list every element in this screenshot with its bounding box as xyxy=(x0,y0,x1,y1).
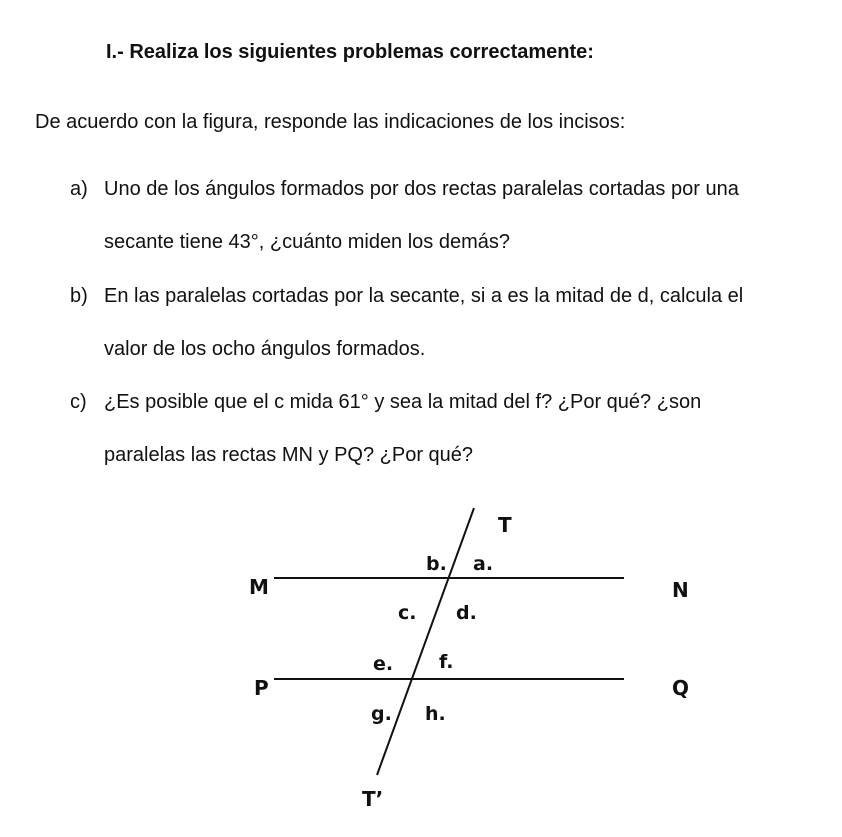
angle-label-b: b. xyxy=(426,553,447,575)
angle-label-h: h. xyxy=(425,703,446,725)
item-c-line-1: ¿Es posible que el c mida 61° y sea la mitad del f? ¿Por qué? ¿son xyxy=(104,391,702,413)
item-a-marker: a) xyxy=(70,178,88,200)
heading: I.- Realiza los siguientes problemas correctamente: xyxy=(106,41,594,63)
intro-text: De acuerdo con la figura, responde las indicaciones de los incisos: xyxy=(35,111,626,133)
transversal-line xyxy=(377,508,474,775)
item-b-line-1: En las paralelas cortadas por la secante, si a es la mitad de d, calcula el xyxy=(104,285,744,307)
item-c-marker: c) xyxy=(70,391,87,413)
item-b-line-2: valor de los ocho ángulos formados. xyxy=(104,338,426,360)
item-a-line-2: secante tiene 43°, ¿cuánto miden los demás? xyxy=(104,231,511,253)
angle-label-g: g. xyxy=(371,703,392,725)
item-c-line-2: paralelas las rectas MN y PQ? ¿Por qué? xyxy=(104,444,474,466)
angle-label-f: f. xyxy=(439,651,454,673)
label-q: Q xyxy=(672,676,690,700)
label-n: N xyxy=(672,578,689,602)
item-a-line-1: Uno de los ángulos formados por dos rectas paralelas cortadas por una xyxy=(104,178,739,200)
angle-label-c: c. xyxy=(398,602,417,624)
label-t: T xyxy=(498,513,512,537)
label-t-prime: T’ xyxy=(362,787,384,811)
label-p: P xyxy=(254,676,269,700)
label-m: M xyxy=(249,575,269,599)
angle-label-e: e. xyxy=(373,653,394,675)
angle-label-d: d. xyxy=(456,602,477,624)
angle-label-a: a. xyxy=(473,553,494,575)
item-b-marker: b) xyxy=(70,285,88,307)
